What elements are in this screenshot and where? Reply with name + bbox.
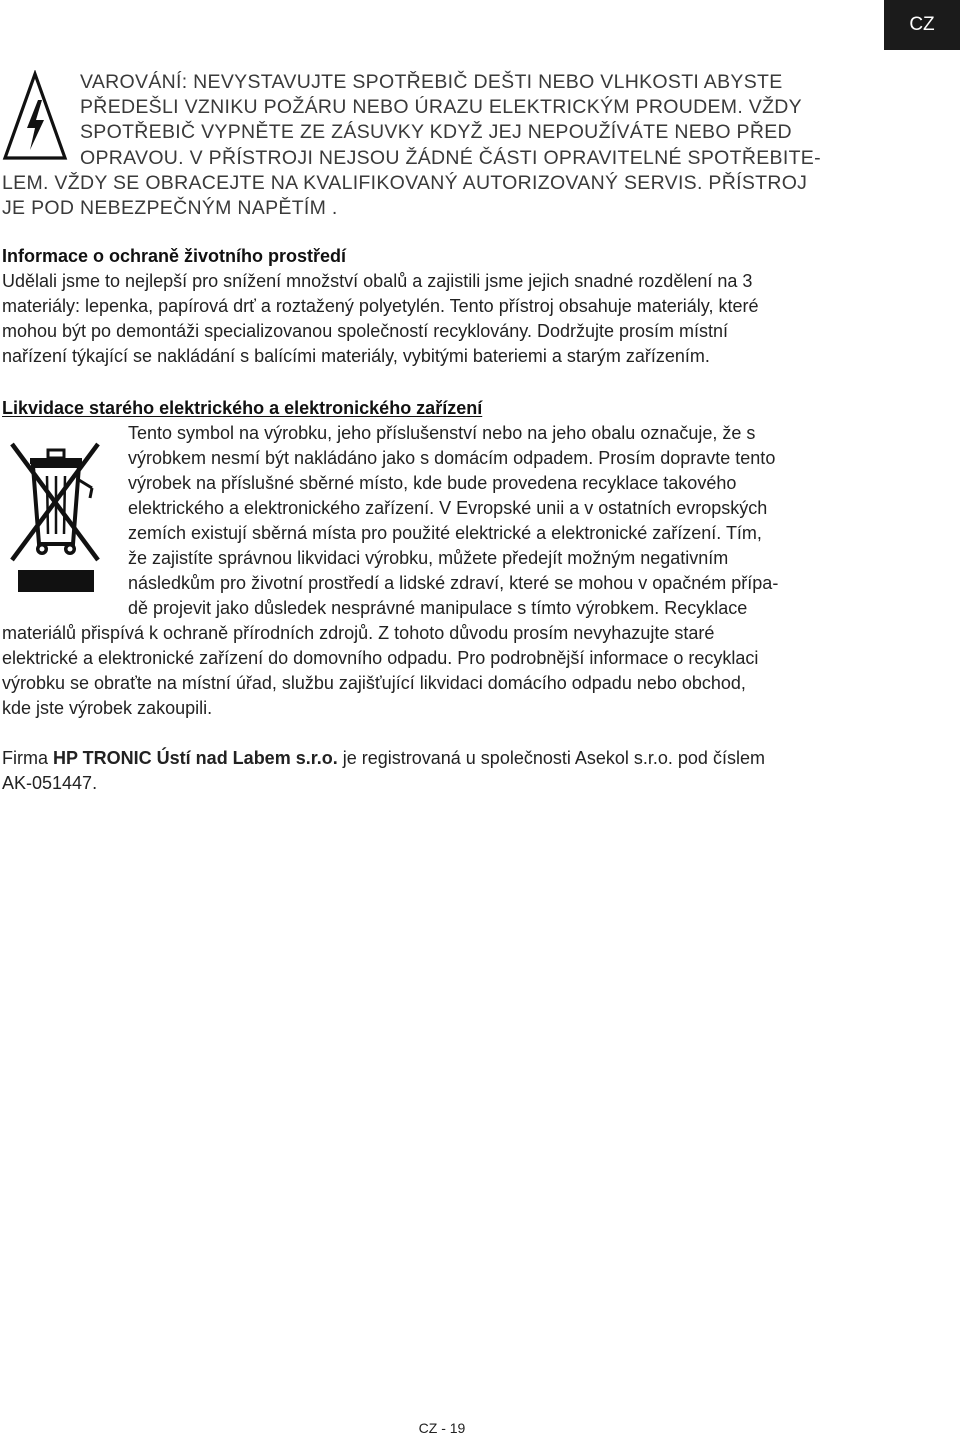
paragraph-line: mohou být po demontáži specializovanou společností recyklovány. Dodržujte prosím místní	[2, 321, 729, 341]
page-number: CZ - 19	[418, 1420, 466, 1436]
registration-suffix: je registrovaná u společnosti Asekol s.r.o. pod číslem	[337, 748, 765, 768]
paragraph-line: kde jste výrobek zakoupili.	[2, 698, 213, 718]
paragraph-line: že zajistíte správnou likvidaci výrobku, můžete předejít možným negativním	[128, 548, 729, 568]
registration-prefix: Firma	[2, 748, 53, 768]
paragraph-line: materiálů přispívá k ochraně přírodních zdrojů. Z tohoto důvodu prosím nevyhazujte staré	[2, 623, 715, 643]
paragraph-line: elektrické a elektronické zařízení do domovního odpadu. Pro podrobnější informace o recyklaci	[2, 648, 759, 668]
environment-heading: Informace o ochraně životního prostředí	[2, 246, 347, 266]
paragraph-line: materiály: lepenka, papírová drť a roztažený polyetylén. Tento přístroj obsahuje materiály, které	[2, 296, 759, 316]
paragraph-line: následkům pro životní prostředí a lidské zdraví, které se mohou v opačném přípa-	[128, 573, 779, 593]
registration-company: HP TRONIC Ústí nad Labem s.r.o.	[53, 748, 338, 768]
paragraph-line: výrobek na příslušné sběrné místo, kde bude provedena recyklace takového	[128, 473, 737, 493]
paragraph-line: elektrického a elektronického zařízení. V Evropské unii a v ostatních evropských	[128, 498, 768, 518]
registration-line	[2, 746, 765, 771]
paragraph-line: nařízení týkající se nakládání s balícími materiály, vybitými bateriemi a starým zařízením.	[2, 346, 710, 366]
disposal-heading: Likvidace starého elektrického a elektronického zařízení	[2, 398, 483, 418]
registration-number: AK-051447.	[2, 773, 98, 793]
warning-line: JE POD NEBEZPEČNÝM NAPĚTÍM .	[2, 197, 338, 219]
paragraph-line: Udělali jsme to nejlepší pro snížení množství obalů a zajistili jsme jejich snadné rozdělení na 3	[2, 271, 753, 291]
paragraph-line: dě projevit jako důsledek nesprávné manipulace s tímto výrobkem. Recyklace	[128, 598, 748, 618]
warning-line: SPOTŘEBIČ VYPNĚTE ZE ZÁSUVKY KDYŽ JEJ NEPOUŽÍVÁTE NEBO PŘED	[80, 121, 792, 143]
warning-line: PŘEDEŠLI VZNIKU POŽÁRU NEBO ÚRAZU ELEKTRICKÝM PROUDEM. VŽDY	[80, 96, 802, 118]
warning-line: VAROVÁNÍ: NEVYSTAVUJTE SPOTŘEBIČ DEŠTI NEBO VLHKOSTI ABYSTE	[80, 71, 783, 93]
warning-line: LEM. VŽDY SE OBRACEJTE NA KVALIFIKOVANÝ AUTORIZOVANÝ SERVIS. PŘÍSTROJ	[2, 172, 808, 194]
crossed-out-wheelie-bin-icon	[8, 436, 102, 594]
language-tab: CZ	[884, 0, 960, 50]
warning-line: OPRAVOU. V PŘÍSTROJI NEJSOU ŽÁDNÉ ČÁSTI OPRAVITELNÉ SPOTŘEBITE-	[80, 147, 821, 169]
paragraph-line: zemích existují sběrná místa pro použité elektrické a elektronické zařízení. Tím,	[128, 523, 762, 543]
paragraph-line: Tento symbol na výrobku, jeho příslušenství nebo na jeho obalu označuje, že s	[128, 423, 756, 443]
paragraph-line: výrobku se obraťte na místní úřad, službu zajišťující likvidaci domácího odpadu nebo obchod,	[2, 673, 746, 693]
paragraph-line: výrobkem nesmí být nakládáno jako s domácím odpadem. Prosím dopravte tento	[128, 448, 776, 468]
high-voltage-warning-icon	[2, 70, 68, 162]
